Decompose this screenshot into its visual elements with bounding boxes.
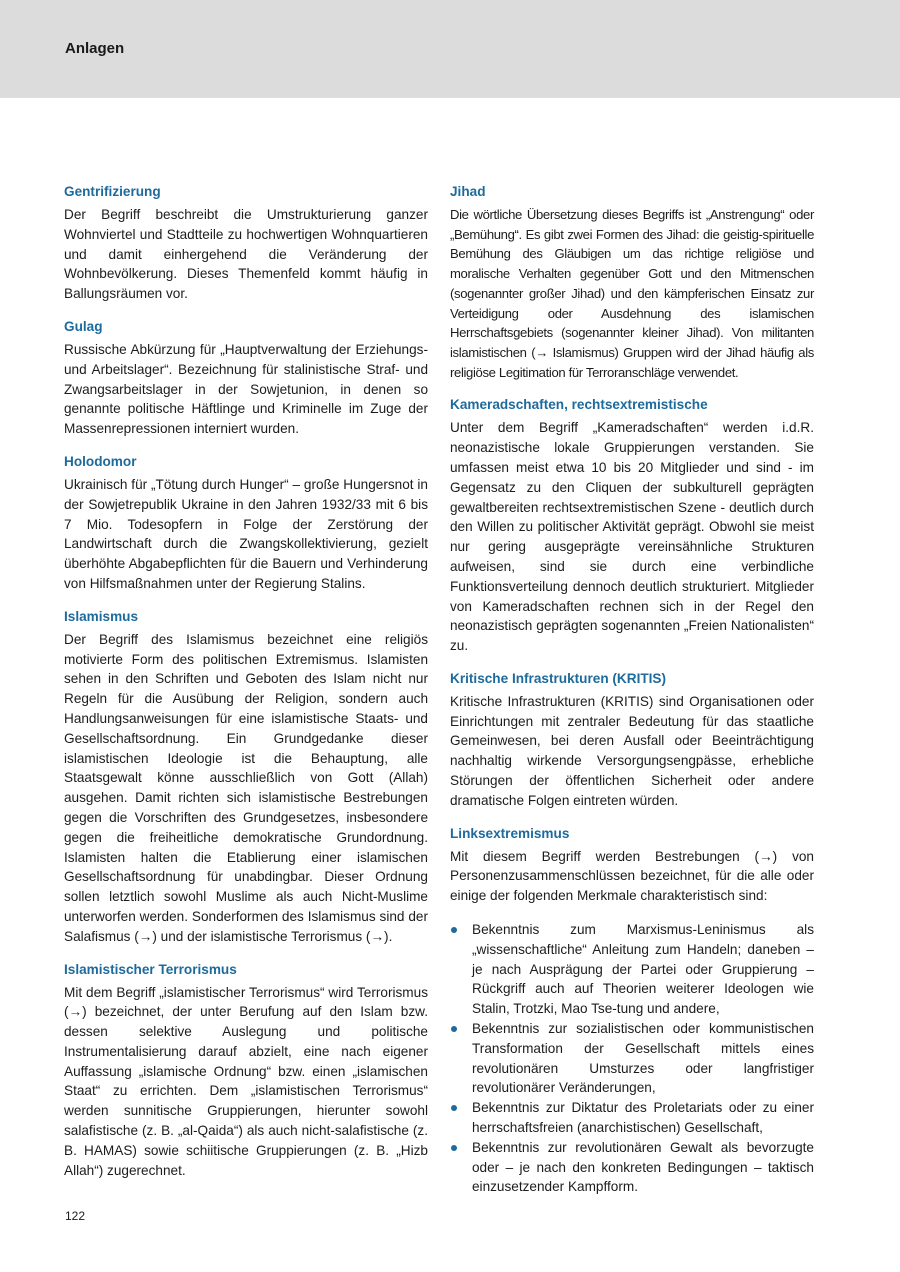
glossary-definition: Mit dem Begriff „islamistischer Terrorismus“ wird Terrorismus (→) bezeichnet, der unter Berufung auf den Islam bzw. dessen selektive Auslegung und politische Instrumentalisierung darauf abzielt, eine nach eigener Auffassung „islamische Ordnung“ bzw. einen „islamischen Staat“ zu errichten. Dem „islamistischen Terrorismus“ werden sunnitische Gruppierungen, hierunter sowohl salafistische (z. B. „al-Qaida“) als auch nicht-salafistische (z. B. HAMAS) sowie schiitische Gruppierungen (z. B. „Hizb Allah“) zugerechnet. [64,984,428,1178]
glossary-term: Linksextremismus [450,825,570,841]
bullet-list [450,920,814,1197]
bullet-icon [451,1026,457,1032]
glossary-term: Islamismus [64,608,139,624]
glossary-entry-kritis [450,670,814,811]
glossary-definition: Mit diesem Begriff werden Bestrebungen (→) von Personenzusammenschlüssen bezeichnet, für die alle oder einige der folgenden Merkmale charakteristisch sind: [450,848,814,904]
list-item-text: Bekenntnis zur Diktatur des Proletariats oder zu einer herrschaftsfreien (anarchistischen) Gesellschaft, [472,1100,814,1136]
list-item-text: Bekenntnis zur sozialistischen oder kommunistischen Transformation der Gesellschaft mittels eines revolutionären Umsturzes oder langfristiger revolutionärer Veränderungen, [472,1021,814,1096]
glossary-term: Islamistischer Terrorismus [64,961,237,977]
glossary-definition: Der Begriff beschreibt die Umstrukturierung ganzer Wohnviertel und Stadtteile zu hochwertigen Wohnquartieren und damit einhergehend die Veränderung der Wohnbevölkerung. Dieses Themenfeld kommt häufig in Ballungsräumen vor. [64,207,428,302]
list-item [450,1019,814,1098]
list-item [450,920,814,1019]
glossary-term: Gulag [64,318,103,334]
glossary-term: Kameradschaften, rechtsextremistische [450,397,708,413]
glossary-term: Gentrifizierung [64,184,161,199]
glossary-entry-linksextremismus [450,825,814,1198]
list-item-text: Bekenntnis zur revolutionären Gewalt als bevorzugte oder – je nach den konkreten Bedingungen – taktisch einzusetzender Kampfform. [472,1139,814,1195]
glossary-definition: Unter dem Begriff „Kameradschaften“ werden i.d.R. neonazistische lokale Gruppierungen verstanden. Sie umfassen meist etwa 10 bis 20 Mitglieder und sind - im Gegensatz zu den Cliquen der subkulturell geprägten gewaltbereiten rechtsextremistischen Szene - deutlich durch den Willen zu politischer Aktivität geprägt. Obwohl sie meist nur gering ausgeprägte vereinsähnliche Strukturen aufweisen, sind sie durch eine verbindliche Funktionsverteilung dennoch deutlich strukturiert. Mitglieder von Kameradschaften rechnen sich in der Regel den neonazistisch geprägten sogenannten „Freien Nationalisten“ zu. [450,420,814,654]
glossary-entry-islamistischer-terrorismus [64,961,428,1181]
list-item-text: Bekenntnis zum Marxismus-Leninismus als „wissenschaftliche“ Anleitung zum Handeln; daneben – je nach Ausprägung der Partei oder Gruppierung –Rückgriff auch auf Theorien weiterer Ideologen wie Stalin, Trotzki, Mao Tse-tung und andere, [472,922,814,1017]
page-header-band [0,0,900,98]
glossary-definition: Die wörtliche Übersetzung dieses Begriffs ist „Anstrengung“ oder „Bemühung“. Es gibt zwei Formen des Jihad: die geistig-spirituelle Bemühung des Gläubigen um das richtige religiöse und moralische Verhalten gegenüber Gott und den Mitmenschen (sogenannter großer Jihad) und den kämpferischen Einsatz zur Verteidigung oder Ausdehnung des islamischen Herrschaftsgebiets (sogenannter kleiner Jihad). Von militanten islamistischen (→ Islamismus) Gruppen wird der Jihad häufig als religiöse Legitimation für Terroranschläge verwendet. [450,207,814,380]
glossary-term: Kritische Infrastrukturen (KRITIS) [450,670,667,686]
list-item [450,1138,814,1197]
right-column [450,183,814,1211]
glossary-entry-jihad [450,183,814,382]
bullet-icon [451,1145,457,1151]
glossary-term: Holodomor [64,453,137,469]
bullet-icon [451,927,457,933]
glossary-entry-gulag [64,318,428,439]
list-item [450,1098,814,1138]
glossary-entry-islamismus [64,608,428,947]
glossary-definition: Der Begriff des Islamismus bezeichnet eine religiös motivierte Form des politischen Extremismus. Islamisten sehen in den Schriften und Geboten des Islam nicht nur Regeln für die Ausübung der Religion, sondern auch Handlungsanweisungen für eine islamistische Staats- und Gesellschaftsordnung. Ein Grundgedanke dieser islamistischen Ideologie ist die Behauptung, alle Staatsgewalt könne ausschließlich von Gott (Allah) ausgehen. Damit richten sich islamistische Bestrebungen gegen die Vorschriften des Grundgesetzes, insbesondere gegen die freiheitliche demokratische Grundordnung. Islamisten halten die Etablierung einer islamischen Gesellschaftsordnung für unabdingbar. Dieser Ordnung sollen letztlich sowohl Muslime als auch Nicht-Muslime unterworfen werden. Sonderformen des Islamismus sind der Salafismus (→) und der islamistische Terrorismus (→). [64,631,428,944]
section-title: Anlagen [65,40,125,57]
bullet-icon [451,1105,457,1111]
glossary-term: Jihad [450,184,486,199]
page-number: 122 [65,1209,86,1223]
left-column [64,183,428,1194]
glossary-entry-gentrifizierung [64,183,428,304]
glossary-definition: Ukrainisch für „Tötung durch Hunger“ – große Hungersnot in der Sowjetrepublik Ukraine in den Jahren 1932/33 mit 6 bis 7 Mio. Todesopfern in Folge der Zerstörung der Landwirtschaft durch die Zwangskollektivierung, gezielt überhöhte Abgabepflichten für die Bauern und Verhinderung von Hilfsmaßnahmen unter der Regierung Stalins. [64,476,428,591]
glossary-entry-holodomor [64,453,428,594]
glossary-definition: Russische Abkürzung für „Hauptverwaltung der Erziehungs- und Arbeitslager“. Bezeichnung für stalinistische Straf- und Zwangsarbeitslager in der Sowjetunion, in denen so genannte politische Häftlinge und Kriminelle im Zuge der Massenrepressionen interniert wurden. [64,341,428,437]
glossary-definition: Kritische Infrastrukturen (KRITIS) sind Organisationen oder Einrichtungen mit zentraler Bedeutung für das staatliche Gemeinwesen, bei deren Ausfall oder Beeinträchtigung nachhaltig wirkende Versorgungsengpässe, erhebliche Störungen der öffentlichen Sicherheit oder andere dramatische Folgen eintreten würden. [450,693,814,808]
glossary-entry-kameradschaften [450,396,814,656]
